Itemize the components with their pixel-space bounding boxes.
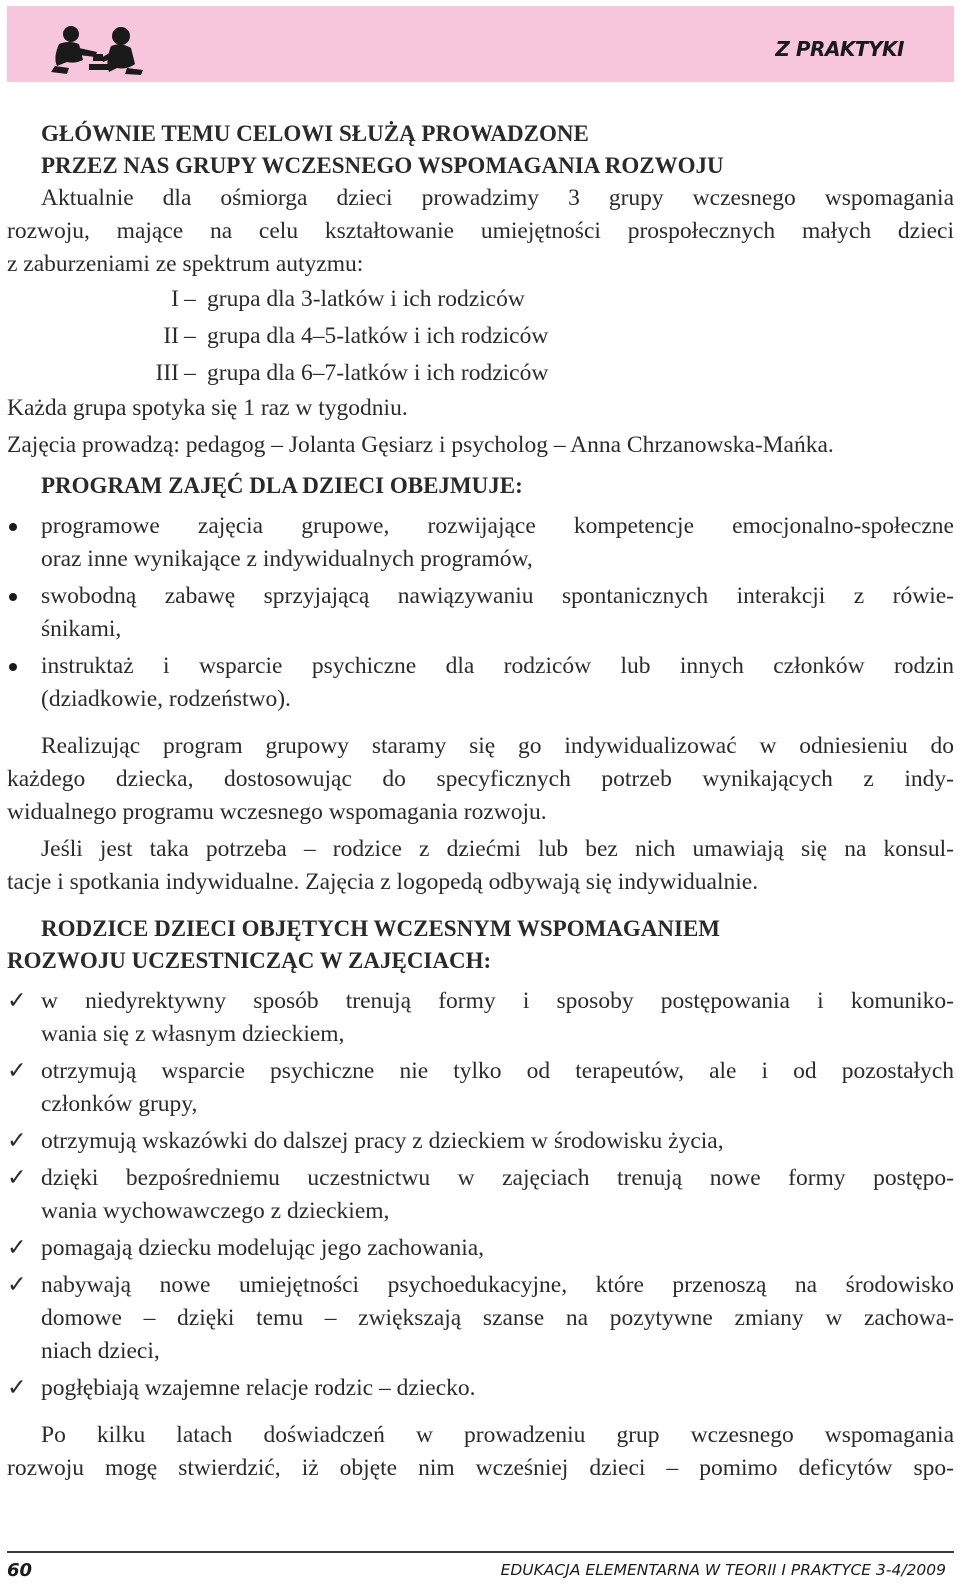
list-item-line: oraz inne wynikające z indywidualnych programów, <box>41 546 533 572</box>
checkmark-icon: ✓ <box>7 1375 27 1401</box>
paragraph-line: rozwoju mogę stwierdzić, iż objęte nim wcześniej dzieci – pomimo deficytów spo- <box>7 1455 954 1481</box>
list-item-line: pogłębiają wzajemne relacje rodzic – dziecko. <box>41 1375 476 1401</box>
list-item-line: członków grupy, <box>41 1091 198 1117</box>
paragraph-line: Po kilku latach doświadczeń w prowadzeniu grup wczesnego wspomagania <box>41 1422 954 1448</box>
list-item-line: nabywają nowe umiejętności psychoedukacyjne, które przenoszą na środowisko <box>41 1272 954 1298</box>
list-item-line: domowe – dzięki temu – zwiększają szanse na pozytywne zmiany w zachowa- <box>41 1305 954 1331</box>
list-item-line: pomagają dziecku modelując jego zachowania, <box>41 1235 485 1261</box>
list-item-line: programowe zajęcia grupowe, rozwijające kompetencje emocjonalno-społeczne <box>41 513 954 539</box>
paragraph-line: tacje i spotkania indywidualne. Zajęcia z logopedą odbywają się indywidualnie. <box>7 869 759 895</box>
heading-groups-2: PRZEZ NAS GRUPY WCZESNEGO WSPOMAGANIA ROZWOJU <box>41 153 724 178</box>
heading-parents-1: RODZICE DZIECI OBJĘTYCH WCZESNYM WSPOMAGANIEM <box>41 916 721 941</box>
list-item <box>7 1055 954 1121</box>
bullet-icon <box>9 663 17 671</box>
list-item <box>7 1232 954 1265</box>
group-text: grupa dla 3-latków i ich rodziców <box>207 286 525 312</box>
heading-parents-2: ROZWOJU UCZESTNICZĄC W ZAJĘCIACH: <box>7 948 492 973</box>
list-item <box>7 650 954 716</box>
footer-divider <box>7 1551 954 1553</box>
bullet-icon <box>9 523 17 531</box>
list-item <box>7 1269 954 1368</box>
group-roman: III <box>155 360 179 386</box>
journal-title: EDUKACJA ELEMENTARNA W TEORII I PRAKTYCE 3-4/2009 <box>500 1561 946 1579</box>
checkmark-icon: ✓ <box>7 1272 27 1298</box>
checkmark-icon: ✓ <box>7 1128 27 1154</box>
group-dash: – <box>184 286 196 312</box>
group-item <box>7 281 954 318</box>
list-item-line: (dziadkowie, rodzeństwo). <box>41 686 291 712</box>
group-item <box>7 318 954 355</box>
list-item-line: wania wychowawczego z dzieckiem, <box>41 1198 390 1224</box>
list-item-line: śnikami, <box>41 616 122 642</box>
checkmark-icon: ✓ <box>7 988 27 1014</box>
list-item <box>7 1162 954 1228</box>
list-item-line: otrzymują wskazówki do dalszej pracy z dzieckiem w środowisku życia, <box>41 1128 724 1154</box>
intro-line: Aktualnie dla ośmiorga dzieci prowadzimy 3 grupy wczesnego wspomagania <box>41 185 954 211</box>
group-dash: – <box>184 360 196 386</box>
group-item <box>7 355 954 392</box>
list-item-line: w niedyrektywny sposób trenują formy i sposoby postępowania i komuniko- <box>41 988 954 1014</box>
paragraph-line: Jeśli jest taka potrzeba – rodzice z dziećmi lub bez nich umawiają się na konsul- <box>41 836 954 862</box>
list-item <box>7 985 954 1051</box>
checkmark-icon: ✓ <box>7 1165 27 1191</box>
heading-groups-1: GŁÓWNIE TEMU CELOWI SŁUŻĄ PROWADZONE <box>41 121 589 146</box>
list-item-line: otrzymują wsparcie psychiczne nie tylko od terapeutów, ale i od pozostałych <box>41 1058 954 1084</box>
list-item <box>7 1372 954 1405</box>
children-playing-logo-icon <box>49 24 145 76</box>
paragraph-line: każdego dziecka, dostosowując do specyficznych potrzeb wynikających z indy- <box>7 766 954 792</box>
list-item <box>7 580 954 646</box>
list-item-line: niach dzieci, <box>41 1338 160 1364</box>
intro-line: rozwoju, mające na celu kształtowanie umiejętności prospołecznych małych dzieci <box>7 218 954 244</box>
checkmark-icon: ✓ <box>7 1058 27 1084</box>
paragraph-line: Realizując program grupowy staramy się go indywidualizować w odniesieniu do <box>41 733 954 759</box>
weekly-line: Każda grupa spotyka się 1 raz w tygodniu. <box>7 395 408 421</box>
group-text: grupa dla 6–7-latków i ich rodziców <box>207 360 549 386</box>
bullet-icon <box>9 593 17 601</box>
list-item-line: dzięki bezpośredniemu uczestnictwu w zajęciach trenują nowe formy postępo- <box>41 1165 954 1191</box>
page-header <box>7 6 954 82</box>
page-number: 60 <box>7 1560 33 1581</box>
heading-program: PROGRAM ZAJĘĆ DLA DZIECI OBEJMUJE: <box>41 473 523 498</box>
group-roman: II <box>163 323 179 349</box>
list-item <box>7 1125 954 1158</box>
group-roman: I <box>171 286 179 312</box>
article-body <box>7 118 954 1485</box>
list-item-line: swobodną zabawę sprzyjającą nawiązywaniu spontanicznych interakcji z rówie- <box>41 583 954 609</box>
staff-line: Zajęcia prowadzą: pedagog – Jolanta Gęsiarz i psycholog – Anna Chrzanowska-Mańka. <box>7 432 834 458</box>
section-label: Z PRAKTYKI <box>775 37 904 61</box>
group-text: grupa dla 4–5-latków i ich rodziców <box>207 323 549 349</box>
list-item-line: instruktaż i wsparcie psychiczne dla rodziców lub innych członków rodzin <box>41 653 954 679</box>
list-item-line: wania się z własnym dzieckiem, <box>41 1021 345 1047</box>
intro-line: z zaburzeniami ze spektrum autyzmu: <box>7 251 364 277</box>
checkmark-icon: ✓ <box>7 1235 27 1261</box>
paragraph-line: widualnego programu wczesnego wspomagania rozwoju. <box>7 799 547 825</box>
list-item <box>7 510 954 576</box>
group-dash: – <box>184 323 196 349</box>
